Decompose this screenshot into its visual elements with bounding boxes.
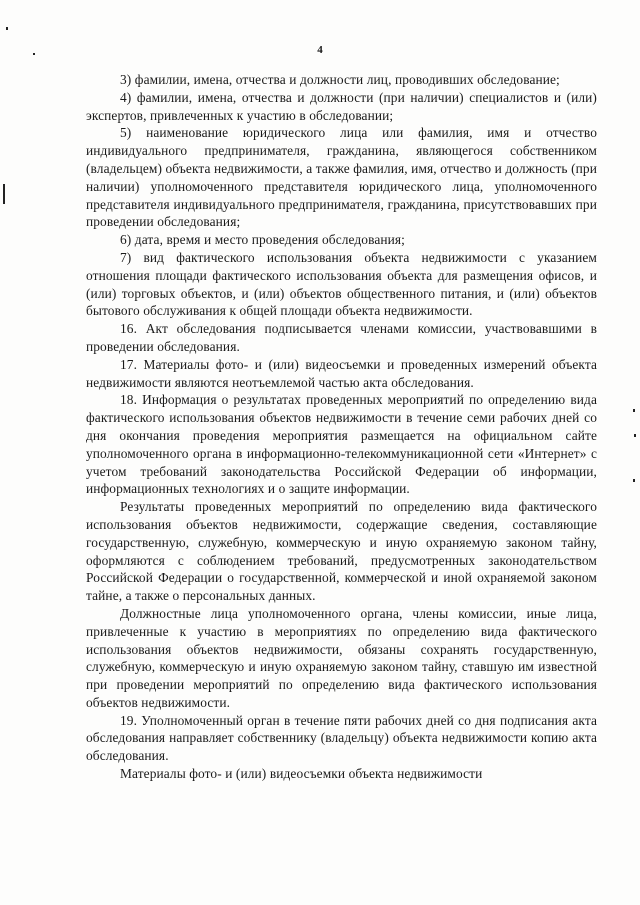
clause-19: 19. Уполномоченный орган в течение пяти рабочих дней со дня подписания акта обследования направляет собственнику (владельцу) объекта недвижимости копию акта обследования. — [86, 712, 597, 764]
clause-16: 16. Акт обследования подписывается членами комиссии, участвовавшими в проведении обследования. — [86, 321, 597, 354]
paragraph-materials: Материалы фото- и (или) видеосъемки объекта недвижимости — [120, 766, 483, 782]
list-item-7: 7) вид фактического использования объекта недвижимости с указанием отношения площади фактического использования объекта для размещения офисов, и (или) торговых объектов, и (или) объектов общественного питания, и (или) объектов бытового обслуживания к общей площади объекта недвижимости. — [86, 249, 597, 319]
list-item-3: 3) фамилии, имена, отчества и должности лиц, проводивших обследование; — [120, 72, 560, 87]
list-item-5: 5) наименование юридического лица или фамилия, имя и отчество индивидуального предпринимателя, гражданина, являющегося собственником (владельцем) объекта недвижимости, а также фамилия, имя, отчество и должность (при наличии) уполномоченного представителя юридического лица, уполномоченного представителя индивидуального предпринимателя, гражданина, присутствовавших при проведении обследования; — [86, 125, 597, 230]
paragraph-results: Результаты проведенных мероприятий по определению вида фактического использования объектов недвижимости, содержащие сведения, составляющие государственную, служебную, коммерческую и иную охраняемую законом тайну, оформляются с соблюдением требований, предусмотренных законодательством Российской Федерации о государственной, коммерческой и иной охраняемой законом тайне, а также о персональных данных. — [86, 499, 597, 604]
document-body — [86, 71, 597, 783]
page-number: 4 — [317, 44, 323, 56]
scan-artifact — [3, 184, 5, 204]
clause-17: 17. Материалы фото- и (или) видеосъемки и проведенных измерений объекта недвижимости являются неотъемлемой частью акта обследования. — [86, 356, 597, 390]
scan-artifact — [634, 434, 636, 437]
scan-artifact — [633, 409, 635, 412]
clause-18: 18. Информация о результатах проведенных мероприятий по определению вида фактического использования объектов недвижимости в течение семи рабочих дней со дня окончания проведения мероприятия размещается на официальном сайте уполномоченного органа в информационно-телекоммуникационной сети «Интернет» с учетом требований законодательства Российской Федерации об информации, информационных технологиях и о защите информации. — [86, 392, 597, 497]
list-item-6: 6) дата, время и место проведения обследования; — [120, 232, 406, 248]
scan-artifact — [6, 27, 8, 30]
scan-artifact — [633, 479, 635, 482]
paragraph-officials: Должностные лица уполномоченного органа, члены комиссии, иные лица, привлеченные к участию в мероприятиях по определению вида фактического использования объектов недвижимости, обязаны сохранять государственную, служебную, коммерческую и иную охраняемую законом тайну, ставшую им известной при проведении мероприятий по определению вида фактического использования объектов недвижимости. — [86, 605, 597, 710]
list-item-4: 4) фамилии, имена, отчества и должности (при наличии) специалистов и (или) экспертов, привлеченных к участию в обследовании; — [86, 89, 597, 123]
